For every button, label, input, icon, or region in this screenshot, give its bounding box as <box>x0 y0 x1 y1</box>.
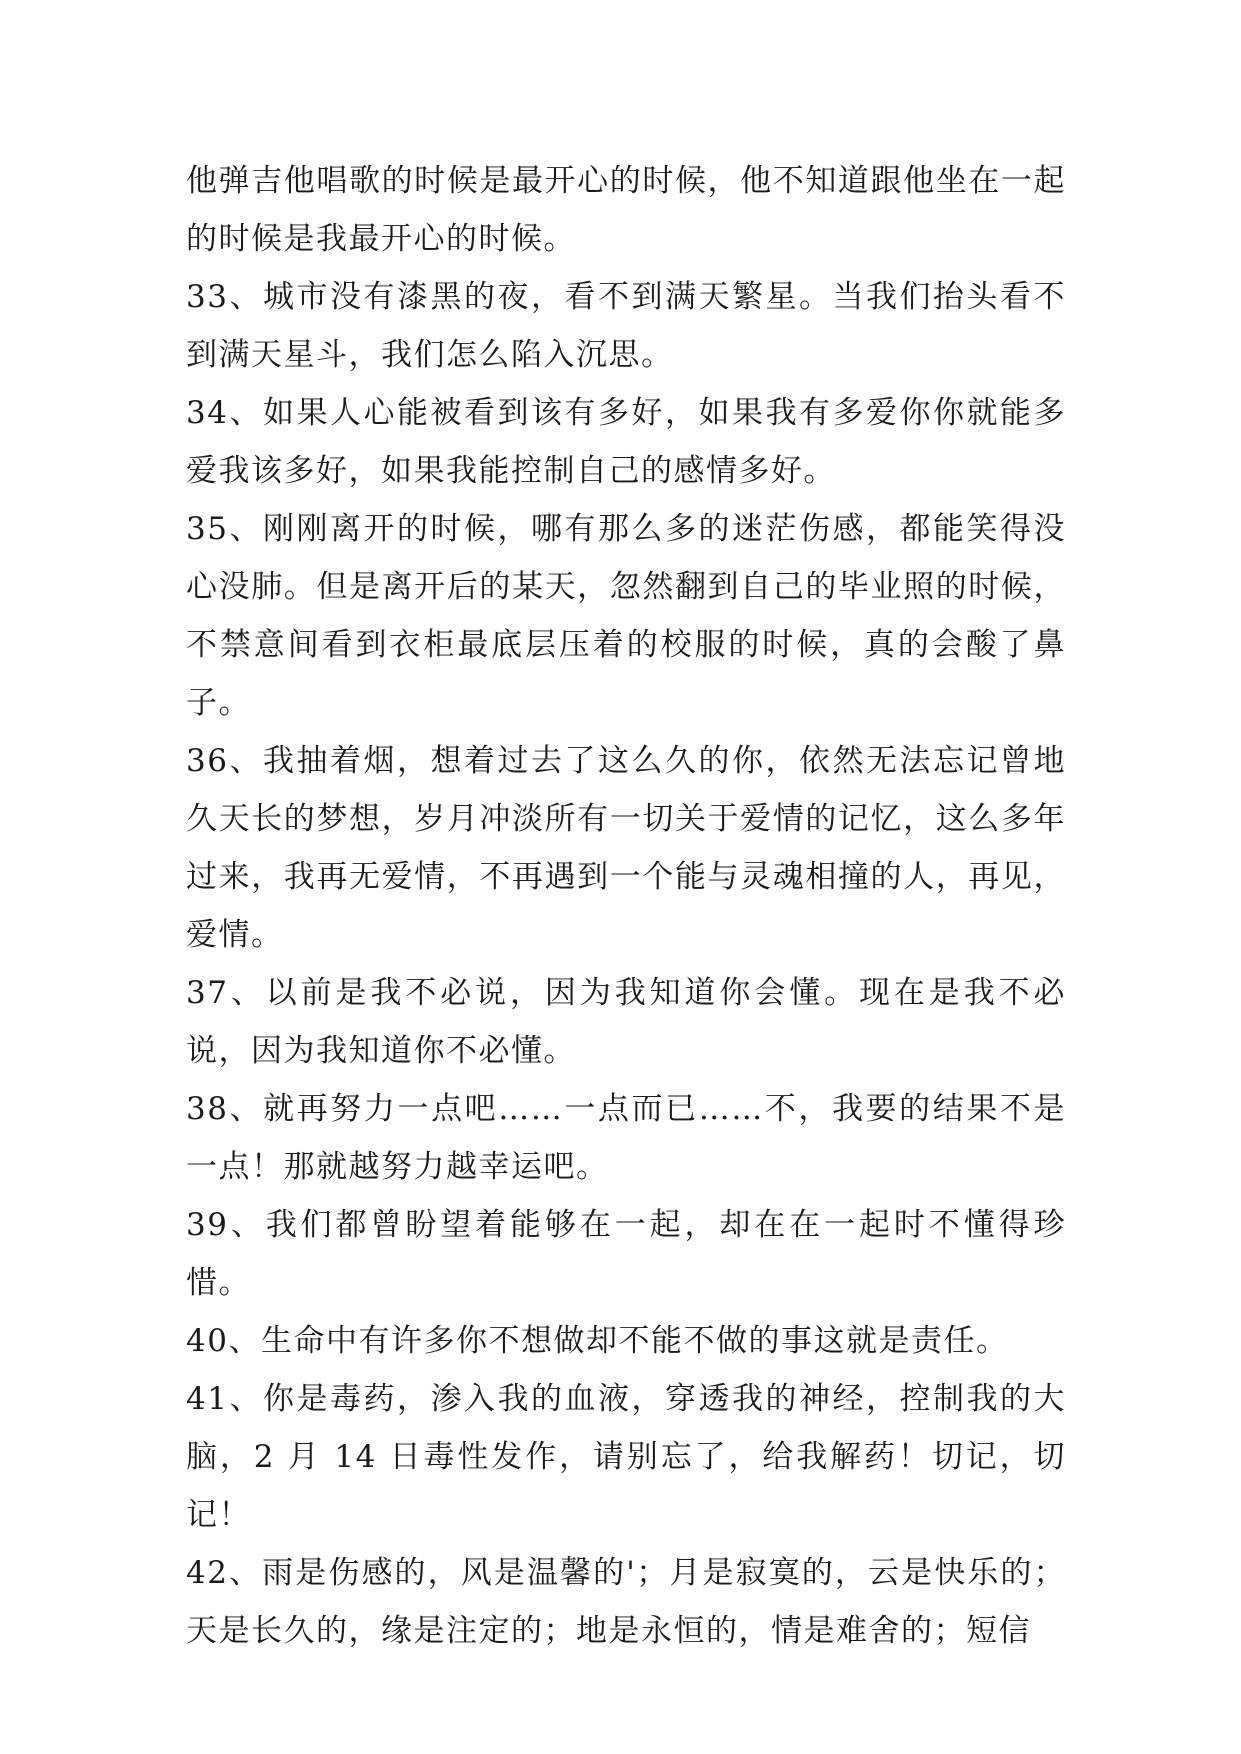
paragraph: 40、生命中有许多你不想做却不能不做的事这就是责任。 <box>186 1323 1009 1359</box>
document-body <box>186 152 1066 1660</box>
paragraph: 37、以前是我不必说，因为我知道你会懂。现在是我不必说，因为我知道你不必懂。 <box>186 975 1066 1069</box>
paragraph: 38、就再努力一点吧……一点而已……不，我要的结果不是一点！那就越努力越幸运吧。 <box>186 1091 1066 1185</box>
paragraph: 42、雨是伤感的，风是温馨的'；月是寂寞的，云是快乐的；天是长久的，缘是注定的；地是永恒的，情是难舍的；短信 <box>186 1555 1066 1649</box>
paragraph: 35、刚刚离开的时候，哪有那么多的迷茫伤感，都能笑得没心没肺。但是离开后的某天，忽然翻到自己的毕业照的时候，不禁意间看到衣柜最底层压着的校服的时候，真的会酸了鼻子。 <box>186 511 1066 721</box>
paragraph: 36、我抽着烟，想着过去了这么久的你，依然无法忘记曾地久天长的梦想，岁月冲淡所有一切关于爱情的记忆，这么多年过来，我再无爱情，不再遇到一个能与灵魂相撞的人，再见，爱情。 <box>186 743 1066 953</box>
paragraph: 34、如果人心能被看到该有多好，如果我有多爱你你就能多爱我该多好，如果我能控制自己的感情多好。 <box>186 395 1066 489</box>
paragraph: 33、城市没有漆黑的夜，看不到满天繁星。当我们抬头看不到满天星斗，我们怎么陷入沉思。 <box>186 279 1066 373</box>
paragraph: 他弹吉他唱歌的时候是最开心的时候，他不知道跟他坐在一起的时候是我最开心的时候。 <box>186 163 1066 257</box>
paragraph: 39、我们都曾盼望着能够在一起，却在在一起时不懂得珍惜。 <box>186 1207 1066 1301</box>
paragraph: 41、你是毒药，渗入我的血液，穿透我的神经，控制我的大脑，2 月 14 日毒性发作，请别忘了，给我解药！切记，切记！ <box>186 1381 1066 1533</box>
